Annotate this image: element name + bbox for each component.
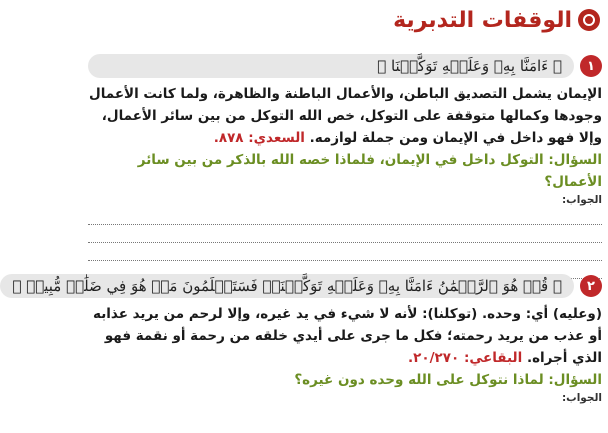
- commentary: [88, 303, 602, 369]
- answer-line[interactable]: [88, 225, 602, 243]
- source-reference: السعدي: ٨٧٨.: [213, 130, 305, 146]
- commentary: [88, 83, 602, 149]
- section-1: [88, 52, 602, 279]
- verse-row: [12, 272, 602, 300]
- commentary-text: وإلا فهو داخل في الإيمان ومن جملة لوازمه.: [309, 130, 602, 146]
- answer-line[interactable]: [88, 207, 602, 225]
- answer-line[interactable]: [88, 243, 602, 261]
- answer-label: الجواب:: [561, 194, 602, 206]
- section-2: [12, 272, 602, 405]
- question-text: السؤال: التوكل داخل في الإيمان، فلماذا خصه الله بالذكر من بين سائر الأعمال؟: [137, 152, 602, 190]
- answer-label: الجواب:: [561, 392, 602, 404]
- verse-text: ﴿ قُلۡ هُوَ ٱلرَّحۡمَٰنُ ءَامَنَّا بِهِۦ وَعَلَيۡهِ تَوَكَّلۡنَاۖ فَسَتَعۡلَمُونَ مَنۡ هُوَ فِي ضَلَٰلٖ مُّبِينٖ ﴾: [0, 274, 574, 298]
- verse-text: ﴿ ءَامَنَّا بِهِۦ وَعَلَيۡهِ تَوَكَّلۡنَا ﴾: [88, 54, 574, 78]
- seal-icon: [578, 9, 600, 31]
- commentary-text: الذي أجراه.: [526, 350, 602, 366]
- section-number-badge: ٢: [580, 275, 602, 297]
- page-title: الوقفات التدبرية: [393, 7, 572, 33]
- question-text: السؤال: لماذا نتوكل على الله وحده دون غيره؟: [294, 372, 602, 388]
- commentary-line: الإيمان يشمل التصديق الباطن، والأعمال الباطنة والظاهرة، ولما كانت الأعمال: [89, 86, 602, 102]
- commentary-line: وجودها وكمالها متوقفة على التوكل، خص الله التوكل من بين سائر الأعمال،: [101, 108, 602, 124]
- section-number-badge: ١: [580, 55, 602, 77]
- commentary-line: [88, 347, 602, 369]
- commentary-line: أو عذب من يريد رحمته؛ فكل ما جرى على أيدي خلقه من رحمة أو نقمة فهو: [104, 328, 602, 344]
- verse-row: [88, 52, 602, 80]
- commentary-line: (وعليه) أي: وحده. (توكلنا): لأنه لا شيء في يد غيره، وإلا لرحم من يريد عذابه: [93, 306, 602, 322]
- source-reference: البقاعي: ٢٠/٢٧٠.: [407, 350, 523, 366]
- page-header: [393, 6, 600, 34]
- commentary-line: [88, 127, 602, 149]
- answer-area[interactable]: [88, 207, 602, 279]
